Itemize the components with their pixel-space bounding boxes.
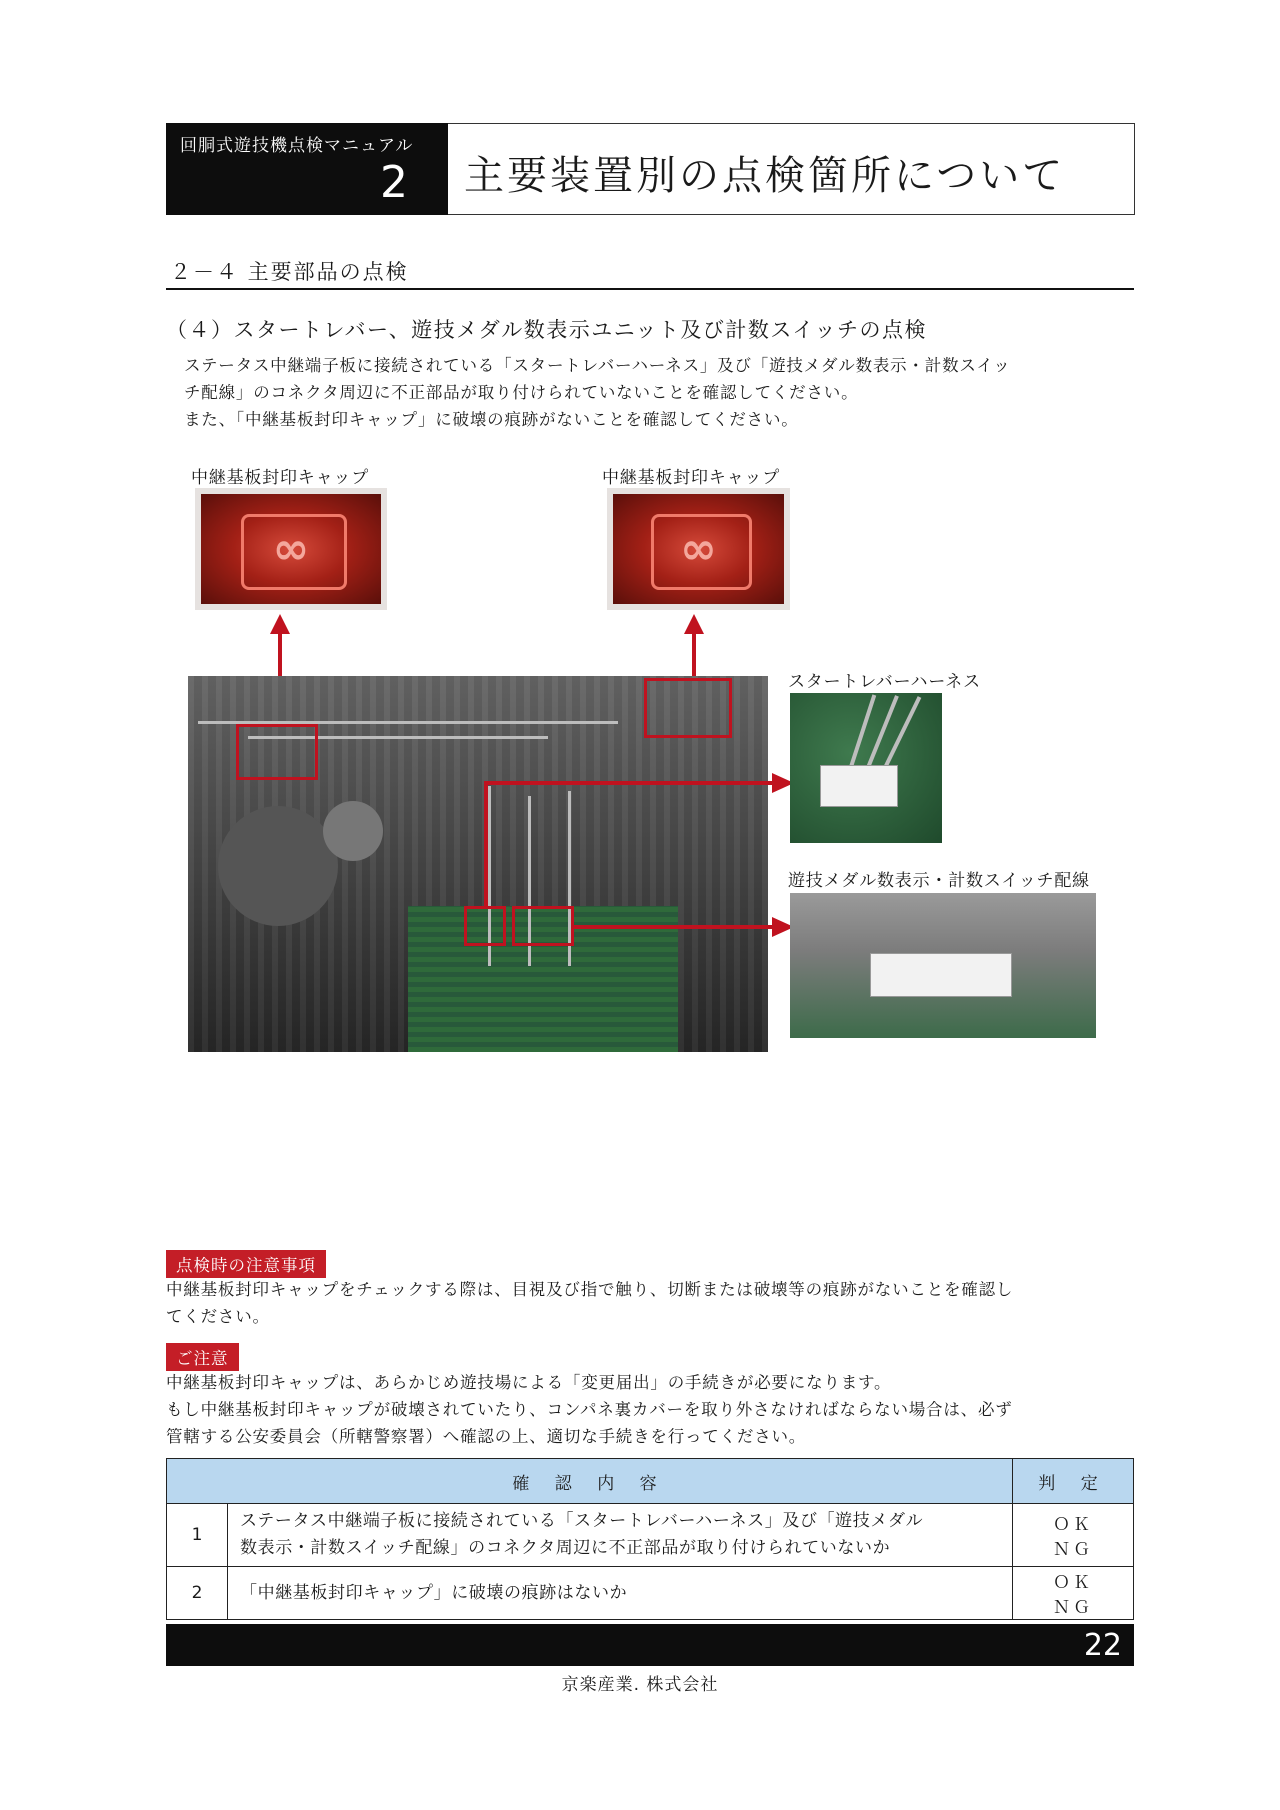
intro-line: チ配線」のコネクタ周辺に不正部品が取り付けられていないことを確認してください。 <box>184 383 859 402</box>
arrow-up-right-icon <box>684 614 704 680</box>
row-number: 1 <box>167 1504 228 1567</box>
section-divider <box>166 288 1134 290</box>
row-text-line: 数表示・計数スイッチ配線」のコネクタ周辺に不正部品が取り付けられていないか <box>240 1538 891 1558</box>
row-text <box>228 1504 1013 1567</box>
note-line: てください。 <box>166 1307 270 1326</box>
leader-line <box>484 781 488 909</box>
footer-bar <box>166 1624 1134 1666</box>
table-row <box>167 1504 1134 1567</box>
section-title: ２－４ 主要部品の点検 <box>170 260 409 284</box>
manual-name: 回胴式遊技機点検マニュアル <box>180 136 414 156</box>
inspection-notes-tag: 点検時の注意事項 <box>166 1250 326 1278</box>
subsection-title: （４）スタートレバー、遊技メダル数表示ユニット及び計数スイッチの点検 <box>166 318 928 342</box>
intro-paragraph <box>184 352 1134 433</box>
label-seal-cap-left: 中継基板封印キャップ <box>191 468 369 488</box>
judge-cell <box>1013 1504 1134 1567</box>
label-medal-counter-wiring: 遊技メダル数表示・計数スイッチ配線 <box>788 871 1090 891</box>
page-number: 22 <box>1083 1628 1122 1663</box>
intro-line: また、「中継基板封印キャップ」に破壊の痕跡がないことを確認してください。 <box>184 410 799 429</box>
header-judge: 判 定 <box>1013 1459 1134 1504</box>
row-text-line: ステータス中継端子板に接続されている「スタートレバーハーネス」及び「遊技メダル <box>240 1511 924 1531</box>
chapter-header-block <box>166 123 448 215</box>
seal-cap-photo-left <box>195 488 387 610</box>
medal-counter-connector <box>870 953 1012 997</box>
gear-icon <box>323 801 383 861</box>
leader-line <box>484 781 774 785</box>
leader-line <box>574 925 774 929</box>
table-row <box>167 1567 1134 1620</box>
intro-line: ステータス中継端子板に接続されている「スタートレバーハーネス」及び「遊技メダル数表示・計数スイッ <box>184 356 1011 375</box>
judge-cell <box>1013 1567 1134 1620</box>
highlight-seal-cap-right <box>644 678 732 738</box>
chapter-title-box <box>448 123 1135 215</box>
highlight-harness-connector <box>464 906 506 946</box>
label-start-lever-harness: スタートレバーハーネス <box>788 672 981 692</box>
checklist-table <box>166 1458 1134 1620</box>
wire <box>883 696 922 770</box>
chapter-title: 主要装置別の点検箇所について <box>464 153 1066 199</box>
ok-option[interactable]: ＯＫ <box>1053 1573 1093 1593</box>
company-name: 京楽産業. 株式会社 <box>561 1675 719 1695</box>
note-line: 管轄する公安委員会（所轄警察署）へ確認の上、適切な手続きを行ってください。 <box>166 1427 807 1446</box>
row-text-line: 「中継基板封印キャップ」に破壊の痕跡はないか <box>240 1582 628 1603</box>
chapter-number: 2 <box>380 157 408 208</box>
ng-option[interactable]: ＮＧ <box>1053 1540 1093 1560</box>
caution-tag: ご注意 <box>166 1343 239 1371</box>
gear-icon <box>218 806 338 926</box>
ng-option[interactable]: ＮＧ <box>1053 1598 1093 1618</box>
seal-cap-symbol-icon: ∞ <box>272 523 310 575</box>
seal-cap-photo-right <box>607 488 790 610</box>
medal-counter-connector-photo <box>790 893 1096 1038</box>
row-text <box>228 1567 1013 1620</box>
inspection-notes-text <box>166 1276 1134 1330</box>
note-line: もし中継基板封印キャップが破壊されていたり、コンパネ裏カバーを取り外さなければならない場合は、必ず <box>166 1400 1013 1419</box>
harness-connector-photo <box>790 693 942 843</box>
harness-connector <box>820 765 898 807</box>
table-header-row <box>167 1459 1134 1504</box>
label-seal-cap-right: 中継基板封印キャップ <box>602 468 780 488</box>
row-number: 2 <box>167 1567 228 1620</box>
seal-cap-symbol-icon: ∞ <box>680 523 717 575</box>
highlight-medal-connector <box>512 906 574 946</box>
caution-text <box>166 1369 1134 1450</box>
highlight-seal-cap-left <box>236 724 318 780</box>
ok-option[interactable]: ＯＫ <box>1053 1515 1093 1535</box>
note-line: 中継基板封印キャップは、あらかじめ遊技場による「変更届出」の手続きが必要になります。 <box>166 1373 892 1392</box>
header-content: 確 認 内 容 <box>167 1459 1013 1504</box>
note-line: 中継基板封印キャップをチェックする際は、目視及び指で触り、切断または破壊等の痕跡がないことを確認し <box>166 1280 1014 1299</box>
control-board-photo <box>188 676 768 1052</box>
